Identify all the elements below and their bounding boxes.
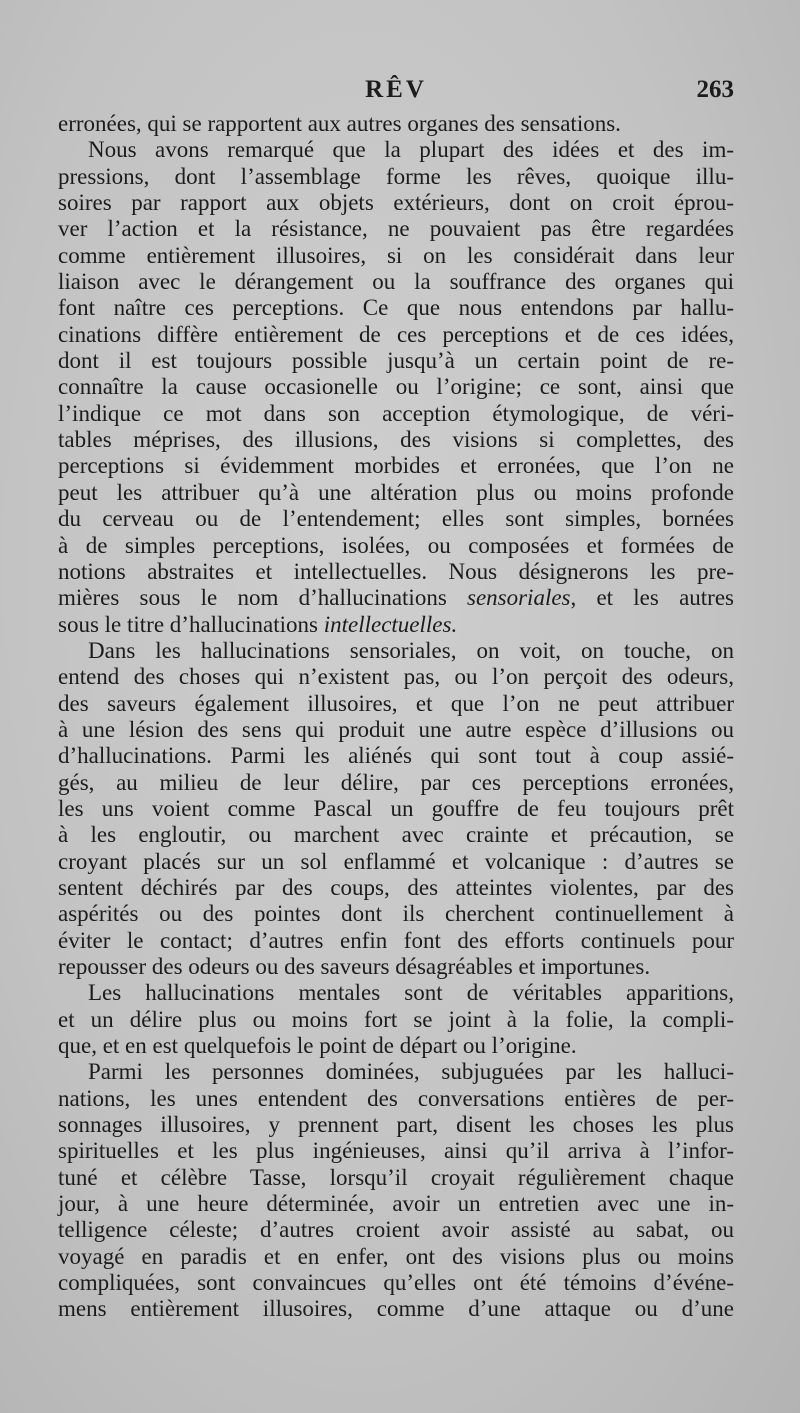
text-line: sonnages illusoires, y prennent part, disent les choses les plus xyxy=(58,1112,734,1138)
text-line: perceptions si évidemment morbides et erronées, que l’on ne xyxy=(58,453,734,479)
text-line: comme entièrement illusoires, si on les considérait dans leur xyxy=(58,242,734,268)
text-line: que, et en est quelquefois le point de départ ou l’origine. xyxy=(58,1033,577,1059)
text-line xyxy=(58,585,734,611)
text-line xyxy=(58,612,734,638)
italic-term: intellectuelles. xyxy=(323,611,458,637)
text-line: peut les attribuer qu’à une altération plus ou moins profonde xyxy=(58,479,734,505)
text-line: croyant placés sur un sol enflammé et volcanique : d’autres se xyxy=(58,848,734,874)
text-line: à les engloutir, ou marchent avec crainte et précaution, se xyxy=(58,822,734,848)
text-line: Parmi les personnes dominées, subjuguées par les halluci- xyxy=(88,1059,734,1085)
text-line: soires par rapport aux objets extérieurs, dont on croit éprou- xyxy=(58,190,734,216)
running-head: RÊV xyxy=(365,76,427,103)
text-line: tables méprises, des illusions, des visions si complettes, des xyxy=(58,427,734,453)
text-line: telligence céleste; d’autres croient avoir assisté au sabat, ou xyxy=(58,1217,734,1243)
text-line: compliquées, sont convaincues qu’elles ont été témoins d’événe- xyxy=(58,1270,734,1296)
text-line: dont il est toujours possible jusqu’à un certain point de re- xyxy=(58,348,734,374)
text-line: font naître ces perceptions. Ce que nous entendons par hallu- xyxy=(58,295,734,321)
body-text xyxy=(58,111,734,1323)
page-number: 263 xyxy=(696,76,734,103)
text-line: liaison avec le dérangement ou la souffrance des organes qui xyxy=(58,269,734,295)
text-segment: sous le titre d’hallucinations xyxy=(58,611,324,637)
text-line: du cerveau ou de l’entendement; elles sont simples, bornées xyxy=(58,506,734,532)
text-line: les uns voient comme Pascal un gouffre de feu toujours prêt xyxy=(58,795,734,821)
text-line: Les hallucinations mentales sont de véritables apparitions, xyxy=(88,980,734,1006)
text-line: l’indique ce mot dans son acception étymologique, de véri- xyxy=(58,400,734,426)
text-line: à une lésion des sens qui produit une autre espèce d’illusions ou xyxy=(58,716,734,742)
text-line: entend des choses qui n’existent pas, ou l’on perçoit des odeurs, xyxy=(58,664,734,690)
text-line: notions abstraites et intellectuelles. Nous désignerons les pre- xyxy=(58,558,734,584)
text-segment: mières sous le nom d’hallucinations xyxy=(58,585,467,611)
text-line: et un délire plus ou moins fort se joint à la folie, la compli- xyxy=(58,1006,734,1032)
text-line: connaître la cause occasionelle ou l’origine; ce sont, ainsi que xyxy=(58,374,734,400)
text-line: tuné et célèbre Tasse, lorsqu’il croyait régulièrement chaque xyxy=(58,1164,734,1190)
text-segment: , et les autres xyxy=(570,585,734,611)
text-line: Nous avons remarqué que la plupart des idées et des im- xyxy=(88,137,734,163)
text-line: aspérités ou des pointes dont ils cherchent continuellement à xyxy=(58,901,734,927)
text-line: spirituelles et les plus ingénieuses, ainsi qu’il arriva à l’infor- xyxy=(58,1138,734,1164)
text-line: cinations diffère entièrement de ces perceptions et de ces idées, xyxy=(58,321,734,347)
italic-term: sensoriales xyxy=(467,585,571,611)
text-line: erronées, qui se rapportent aux autres organes des sensations. xyxy=(58,111,621,136)
text-line: des saveurs également illusoires, et que l’on ne peut attribuer xyxy=(58,690,734,716)
text-line: éviter le contact; d’autres enfin font des efforts continuels pour xyxy=(58,927,734,953)
text-line: ver l’action et la résistance, ne pouvaient pas être regardées xyxy=(58,216,734,242)
text-line: Dans les hallucinations sensoriales, on voit, on touche, on xyxy=(88,637,734,663)
text-line: jour, à une heure déterminée, avoir un entretien avec une in- xyxy=(58,1191,734,1217)
text-line: repousser des odeurs ou des saveurs désagréables et importunes. xyxy=(58,954,651,979)
text-line: nations, les unes entendent des conversations entières de per- xyxy=(58,1085,734,1111)
text-line: d’hallucinations. Parmi les aliénés qui sont tout à coup assié- xyxy=(58,743,734,769)
page-header xyxy=(58,76,734,110)
text-line: sentent déchirés par des coups, des atteintes violentes, par des xyxy=(58,874,734,900)
text-line: pressions, dont l’assemblage forme les rêves, quoique illu- xyxy=(58,163,734,189)
text-line: gés, au milieu de leur délire, par ces perceptions erronées, xyxy=(58,769,734,795)
text-line: à de simples perceptions, isolées, ou composées et formées de xyxy=(58,532,734,558)
text-line: mens entièrement illusoires, comme d’une attaque ou d’une xyxy=(58,1296,734,1322)
text-line: voyagé en paradis et en enfer, ont des visions plus ou moins xyxy=(58,1243,734,1269)
